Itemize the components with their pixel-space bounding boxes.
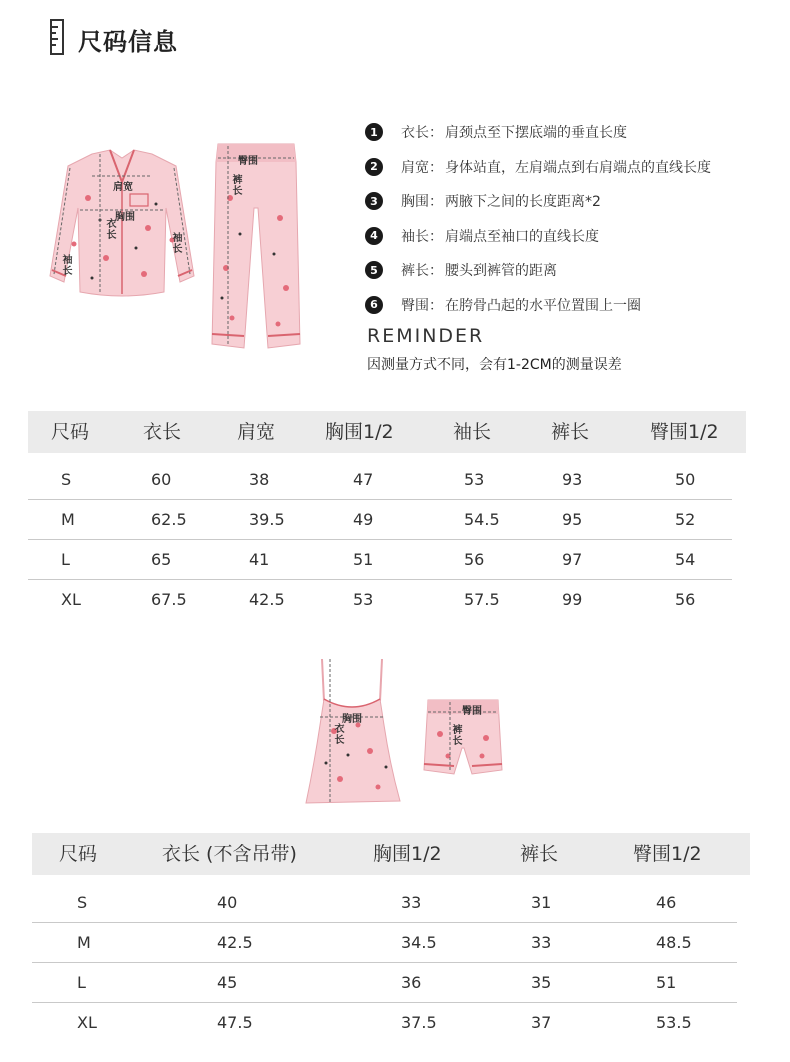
table-cell: 35 xyxy=(531,973,552,992)
size-table-short xyxy=(32,833,750,1043)
table-cell: 33 xyxy=(401,893,422,912)
pajama-top-image xyxy=(48,148,196,298)
table-cell: 38 xyxy=(249,470,270,489)
table-cell: 51 xyxy=(656,973,677,992)
table-cell: 48.5 xyxy=(656,933,692,952)
table-cell: 33 xyxy=(531,933,552,952)
definition-item xyxy=(365,150,711,185)
table-cell: 53 xyxy=(464,470,485,489)
table-row xyxy=(28,460,732,500)
table-cell: M xyxy=(77,933,91,952)
table-row xyxy=(28,540,732,580)
table-cell: 34.5 xyxy=(401,933,437,952)
definition-term: 袖长： xyxy=(401,228,443,245)
shorts-image xyxy=(422,694,504,778)
table-cell: 47.5 xyxy=(217,1013,253,1032)
table-cell: 62.5 xyxy=(151,510,187,529)
table-row xyxy=(32,1003,737,1043)
definition-item xyxy=(365,253,711,288)
top-sleeve-label: 袖长 xyxy=(170,232,181,254)
cami-length-label: 衣长 xyxy=(332,723,343,745)
number-badge-icon: 2 xyxy=(365,158,383,176)
definition-term: 胸围： xyxy=(401,194,443,211)
table-cell: L xyxy=(61,550,70,569)
reminder-title: REMINDER xyxy=(367,325,485,347)
definition-item xyxy=(365,288,711,323)
measurement-definitions xyxy=(365,115,711,322)
column-header: 胸围1/2 xyxy=(325,421,394,443)
definition-desc: 肩端点至袖口的直线长度 xyxy=(445,228,599,245)
column-header: 臀围1/2 xyxy=(633,843,702,865)
table-cell: 42.5 xyxy=(249,590,285,609)
table-header xyxy=(28,411,746,453)
column-header: 衣长 xyxy=(143,421,182,443)
table-cell: 31 xyxy=(531,893,552,912)
definition-term: 裤长： xyxy=(401,263,443,280)
definition-desc: 在胯骨凸起的水平位置围上一圈 xyxy=(445,297,641,314)
definition-item xyxy=(365,115,711,150)
number-badge-icon: 6 xyxy=(365,296,383,314)
number-badge-icon: 4 xyxy=(365,227,383,245)
column-header: 臀围1/2 xyxy=(650,421,719,443)
table-cell: M xyxy=(61,510,75,529)
number-badge-icon: 5 xyxy=(365,261,383,279)
definition-item xyxy=(365,219,711,254)
table-cell: 56 xyxy=(464,550,485,569)
table-cell: 53.5 xyxy=(656,1013,692,1032)
pants-hip-label: 臀围 xyxy=(238,156,258,167)
top-shoulder-label: 肩宽 xyxy=(113,182,133,193)
table-cell: 51 xyxy=(353,550,374,569)
table-cell: 67.5 xyxy=(151,590,187,609)
table-cell: 97 xyxy=(562,550,583,569)
definition-desc: 身体站直，左肩端点到右肩端点的直线长度 xyxy=(445,159,711,176)
table-cell: L xyxy=(77,973,86,992)
column-header: 肩宽 xyxy=(237,421,276,443)
definition-item xyxy=(365,184,711,219)
column-header: 衣长 (不含吊带) xyxy=(162,843,297,865)
table-cell: 45 xyxy=(217,973,238,992)
column-header: 尺码 xyxy=(51,421,90,443)
table-cell: 50 xyxy=(675,470,696,489)
definition-term: 臀围： xyxy=(401,297,443,314)
table-header xyxy=(32,833,750,875)
top-sleeve-label-left: 袖长 xyxy=(60,254,71,276)
table-cell: 95 xyxy=(562,510,583,529)
column-header: 袖长 xyxy=(453,421,492,443)
table-cell: 52 xyxy=(675,510,696,529)
camisole-image xyxy=(300,655,406,809)
table-cell: 54.5 xyxy=(464,510,500,529)
definition-desc: 两腋下之间的长度距离*2 xyxy=(445,194,601,211)
table-cell: XL xyxy=(61,590,81,609)
table-cell: 46 xyxy=(656,893,677,912)
table-cell: S xyxy=(77,893,88,912)
column-header: 裤长 xyxy=(551,421,590,443)
table-row xyxy=(32,963,737,1003)
definition-term: 肩宽： xyxy=(401,159,443,176)
top-length-label: 衣长 xyxy=(104,218,115,240)
table-cell: XL xyxy=(77,1013,97,1032)
table-cell: 99 xyxy=(562,590,583,609)
table-cell: 57.5 xyxy=(464,590,500,609)
table-cell: 93 xyxy=(562,470,583,489)
definition-desc: 腰头到裤管的距离 xyxy=(445,263,557,280)
table-cell: 36 xyxy=(401,973,422,992)
table-cell: 39.5 xyxy=(249,510,285,529)
table-cell: 37.5 xyxy=(401,1013,437,1032)
table-cell: 42.5 xyxy=(217,933,253,952)
table-row xyxy=(28,500,732,540)
page-title: 尺码信息 xyxy=(78,28,178,56)
table-row xyxy=(28,580,732,620)
number-badge-icon: 1 xyxy=(365,123,383,141)
cami-chest-label: 胸围 xyxy=(342,714,362,725)
pajama-pants-image xyxy=(210,138,302,352)
table-cell: 53 xyxy=(353,590,374,609)
number-badge-icon: 3 xyxy=(365,192,383,210)
pants-length-label: 裤长 xyxy=(230,174,241,196)
size-table-long xyxy=(28,411,746,611)
top-chest-label: 胸围 xyxy=(115,212,135,223)
ruler-icon xyxy=(50,19,64,55)
definition-desc: 肩颈点至下摆底端的垂直长度 xyxy=(445,125,627,142)
table-cell: 60 xyxy=(151,470,172,489)
table-cell: 47 xyxy=(353,470,374,489)
definition-term: 衣长： xyxy=(401,125,443,142)
column-header: 尺码 xyxy=(59,843,98,865)
table-row xyxy=(32,923,737,963)
table-cell: 56 xyxy=(675,590,696,609)
table-cell: 65 xyxy=(151,550,172,569)
table-cell: 49 xyxy=(353,510,374,529)
table-cell: S xyxy=(61,470,72,489)
table-cell: 41 xyxy=(249,550,270,569)
shorts-length-label: 裤长 xyxy=(450,724,461,746)
table-cell: 40 xyxy=(217,893,238,912)
table-row xyxy=(32,883,737,923)
table-cell: 37 xyxy=(531,1013,552,1032)
reminder-text: 因测量方式不同，会有1-2CM的测量误差 xyxy=(367,357,622,373)
column-header: 裤长 xyxy=(520,843,559,865)
column-header: 胸围1/2 xyxy=(373,843,442,865)
shorts-hip-label: 臀围 xyxy=(462,706,482,717)
table-cell: 54 xyxy=(675,550,696,569)
